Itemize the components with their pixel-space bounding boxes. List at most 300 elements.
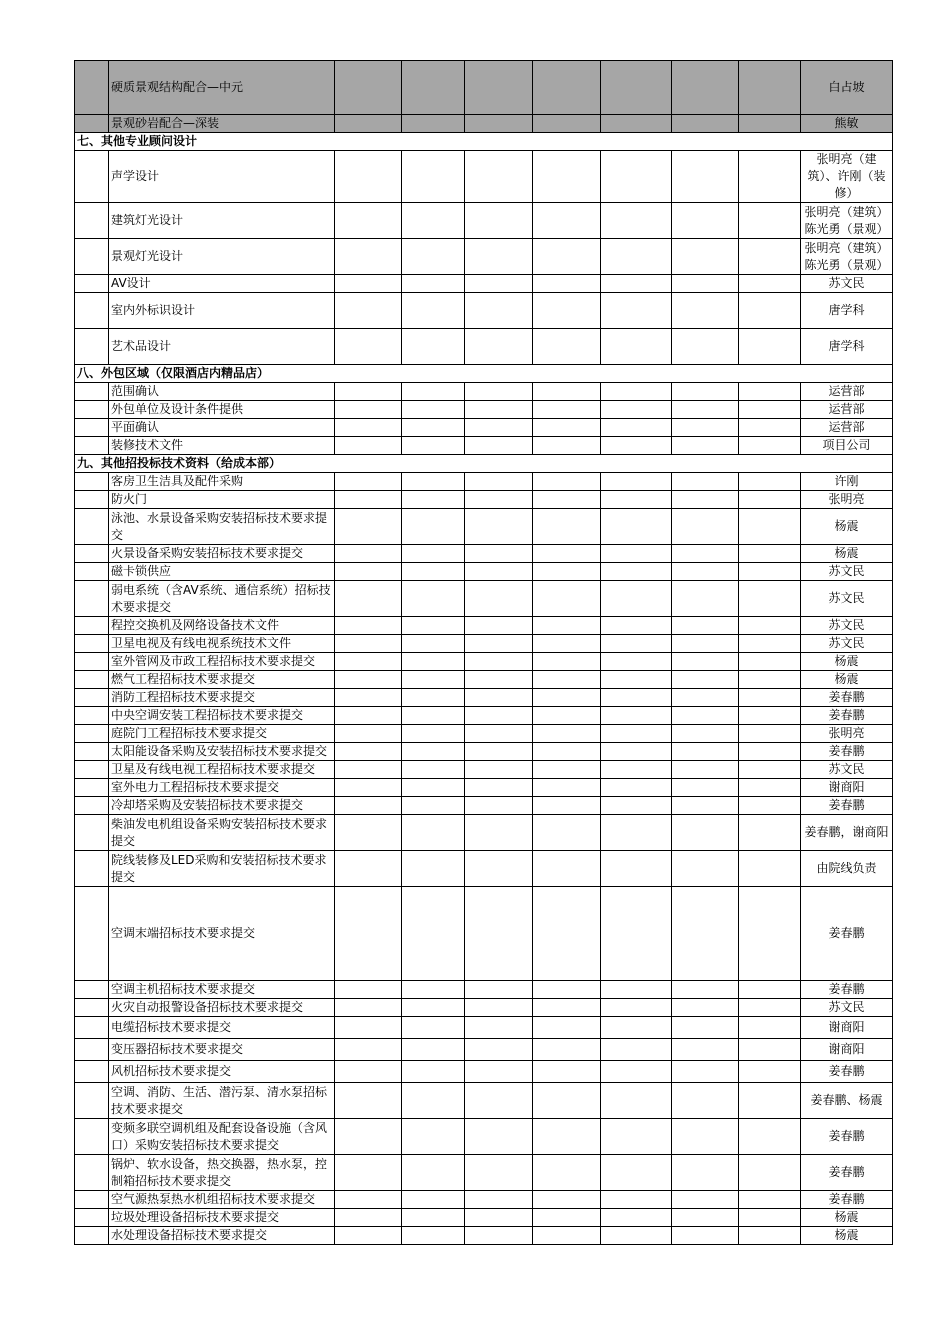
owner-cell: 姜春鹏 [801,797,893,815]
schedule-cell [601,473,672,491]
task-cell: 卫星电视及有线电视系统技术文件 [109,635,335,653]
schedule-cell [739,509,801,545]
schedule-cell [672,115,739,133]
schedule-cell [402,671,465,689]
schedule-cell [465,1227,533,1245]
schedule-cell [672,1083,739,1119]
index-cell [75,671,109,689]
schedule-cell [402,635,465,653]
owner-cell: 姜春鹏 [801,1155,893,1191]
schedule-cell [672,419,739,437]
owner-cell: 姜春鹏 [801,1119,893,1155]
schedule-cell [465,61,533,115]
index-cell [75,887,109,981]
schedule-cell [335,115,402,133]
owner-cell: 杨震 [801,1227,893,1245]
schedule-cell [335,1209,402,1227]
schedule-cell [672,1155,739,1191]
schedule-cell [601,1191,672,1209]
schedule-cell [335,1039,402,1061]
owner-cell: 运营部 [801,419,893,437]
schedule-cell [533,1039,601,1061]
schedule-cell [672,725,739,743]
schedule-cell [672,779,739,797]
schedule-cell [672,689,739,707]
schedule-cell [601,743,672,761]
schedule-cell [533,725,601,743]
schedule-cell [533,203,601,239]
schedule-cell [601,887,672,981]
schedule-cell [465,851,533,887]
schedule-cell [465,671,533,689]
schedule-cell [465,689,533,707]
schedule-cell [465,545,533,563]
schedule-cell [465,617,533,635]
schedule-cell [533,779,601,797]
schedule-cell [672,1061,739,1083]
schedule-cell [533,329,601,365]
owner-cell: 熊敏 [801,115,893,133]
schedule-cell [533,115,601,133]
schedule-cell [739,1227,801,1245]
table-row [75,887,893,981]
schedule-cell [739,851,801,887]
section-title: 七、其他专业顾问设计 [75,133,893,151]
schedule-cell [465,401,533,419]
schedule-cell [402,401,465,419]
schedule-cell [335,1083,402,1119]
table-row [75,419,893,437]
schedule-cell [402,689,465,707]
table-row [75,581,893,617]
schedule-cell [739,401,801,419]
table-row [75,707,893,725]
schedule-cell [533,509,601,545]
schedule-cell [402,617,465,635]
schedule-cell [533,671,601,689]
owner-cell: 杨震 [801,1209,893,1227]
table-row [75,61,893,115]
index-cell [75,635,109,653]
schedule-cell [601,401,672,419]
task-cell: 燃气工程招标技术要求提交 [109,671,335,689]
schedule-cell [465,761,533,779]
schedule-cell [402,761,465,779]
schedule-cell [601,491,672,509]
schedule-cell [601,61,672,115]
schedule-cell [533,563,601,581]
section-title: 八、外包区域（仅限酒店内精品店） [75,365,893,383]
task-cell: 弱电系统（含AV系统、通信系统）招标技术要求提交 [109,581,335,617]
schedule-cell [601,981,672,999]
schedule-cell [402,115,465,133]
schedule-cell [739,671,801,689]
schedule-cell [533,1119,601,1155]
owner-cell: 谢商阳 [801,1039,893,1061]
schedule-cell [465,779,533,797]
owner-cell: 白占坡 [801,61,893,115]
schedule-cell [402,707,465,725]
schedule-cell [335,743,402,761]
task-cell: 范围确认 [109,383,335,401]
schedule-cell [335,671,402,689]
schedule-cell [739,115,801,133]
schedule-cell [601,999,672,1017]
schedule-cell [601,1017,672,1039]
task-cell: 磁卡锁供应 [109,563,335,581]
index-cell [75,401,109,419]
table-row [75,851,893,887]
index-cell [75,509,109,545]
schedule-cell [335,981,402,999]
table-row [75,563,893,581]
task-cell: 硬质景观结构配合—中元 [109,61,335,115]
schedule-cell [465,491,533,509]
schedule-cell [601,545,672,563]
schedule-cell [672,761,739,779]
index-cell [75,563,109,581]
schedule-cell [739,1039,801,1061]
schedule-cell [402,815,465,851]
schedule-cell [465,725,533,743]
owner-cell: 姜春鹏、杨震 [801,1083,893,1119]
schedule-cell [601,563,672,581]
schedule-cell [402,1017,465,1039]
index-cell [75,1209,109,1227]
schedule-cell [739,419,801,437]
schedule-cell [601,1119,672,1155]
schedule-cell [672,509,739,545]
owner-cell: 姜春鹏 [801,689,893,707]
schedule-cell [465,293,533,329]
index-cell [75,203,109,239]
table-row [75,653,893,671]
schedule-cell [335,761,402,779]
schedule-cell [533,761,601,779]
schedule-cell [533,797,601,815]
table-row [75,1017,893,1039]
schedule-cell [601,725,672,743]
schedule-cell [739,203,801,239]
schedule-cell [465,115,533,133]
schedule-cell [335,203,402,239]
schedule-cell [533,815,601,851]
task-cell: 电缆招标技术要求提交 [109,1017,335,1039]
table-row [75,761,893,779]
table-row [75,545,893,563]
index-cell [75,797,109,815]
schedule-cell [335,707,402,725]
index-cell [75,689,109,707]
schedule-cell [335,61,402,115]
schedule-cell [465,151,533,203]
index-cell [75,851,109,887]
schedule-cell [533,581,601,617]
schedule-cell [739,1119,801,1155]
schedule-cell [739,239,801,275]
schedule-cell [533,617,601,635]
section-header-row [75,455,893,473]
schedule-cell [335,1061,402,1083]
schedule-cell [402,473,465,491]
task-cell: 太阳能设备采购及安装招标技术要求提交 [109,743,335,761]
index-cell [75,239,109,275]
table-row [75,1209,893,1227]
schedule-cell [335,779,402,797]
task-cell: 火灾自动报警设备招标技术要求提交 [109,999,335,1017]
index-cell [75,151,109,203]
schedule-cell [335,383,402,401]
schedule-cell [672,851,739,887]
table-row [75,815,893,851]
schedule-cell [335,1227,402,1245]
owner-cell: 张明亮（建筑）陈光勇（景观） [801,203,893,239]
schedule-cell [533,491,601,509]
schedule-cell [465,1119,533,1155]
owner-cell: 杨震 [801,545,893,563]
schedule-cell [739,473,801,491]
task-cell: 艺术品设计 [109,329,335,365]
schedule-cell [533,1017,601,1039]
schedule-cell [402,779,465,797]
schedule-cell [601,293,672,329]
schedule-cell [672,383,739,401]
schedule-cell [739,725,801,743]
owner-cell: 苏文民 [801,275,893,293]
schedule-cell [739,707,801,725]
schedule-cell [533,635,601,653]
schedule-cell [601,275,672,293]
schedule-cell [335,617,402,635]
schedule-cell [601,1061,672,1083]
schedule-cell [533,1227,601,1245]
schedule-cell [335,797,402,815]
owner-cell: 杨震 [801,671,893,689]
schedule-cell [672,203,739,239]
task-cell: 中央空调安装工程招标技术要求提交 [109,707,335,725]
schedule-cell [601,671,672,689]
table-row [75,1083,893,1119]
schedule-cell [402,1155,465,1191]
schedule-cell [672,293,739,329]
schedule-cell [739,999,801,1017]
index-cell [75,1017,109,1039]
schedule-cell [402,743,465,761]
schedule-cell [739,743,801,761]
schedule-cell [465,981,533,999]
schedule-cell [402,563,465,581]
schedule-cell [335,815,402,851]
task-cell: 变压器招标技术要求提交 [109,1039,335,1061]
schedule-cell [465,329,533,365]
schedule-cell [402,725,465,743]
schedule-cell [465,1017,533,1039]
owner-cell: 唐学科 [801,293,893,329]
table-row [75,999,893,1017]
schedule-cell [601,707,672,725]
schedule-cell [402,1061,465,1083]
schedule-cell [601,1227,672,1245]
task-cell: 防火门 [109,491,335,509]
schedule-cell [739,761,801,779]
schedule-cell [739,545,801,563]
task-cell: 风机招标技术要求提交 [109,1061,335,1083]
schedule-cell [402,491,465,509]
table-row [75,1155,893,1191]
schedule-cell [672,1119,739,1155]
schedule-cell [465,1039,533,1061]
schedule-cell [739,1209,801,1227]
schedule-cell [601,797,672,815]
schedule-cell [672,617,739,635]
schedule-cell [739,653,801,671]
schedule-cell [465,1083,533,1119]
index-cell [75,1155,109,1191]
schedule-cell [335,473,402,491]
schedule-cell [739,563,801,581]
table-row [75,437,893,455]
owner-cell: 姜春鹏 [801,1191,893,1209]
schedule-cell [672,1039,739,1061]
owner-cell: 谢商阳 [801,779,893,797]
schedule-cell [402,419,465,437]
index-cell [75,981,109,999]
schedule-cell [601,851,672,887]
schedule-cell [533,275,601,293]
schedule-cell [335,545,402,563]
schedule-cell [739,779,801,797]
owner-cell: 苏文民 [801,581,893,617]
schedule-cell [402,797,465,815]
schedule-cell [739,1155,801,1191]
schedule-cell [672,815,739,851]
task-cell: 变频多联空调机组及配套设备设施（含风口）采购安装招标技术要求提交 [109,1119,335,1155]
index-cell [75,617,109,635]
owner-cell: 杨震 [801,509,893,545]
index-cell [75,61,109,115]
schedule-cell [335,1155,402,1191]
schedule-cell [672,707,739,725]
index-cell [75,1191,109,1209]
schedule-cell [672,653,739,671]
schedule-cell [465,563,533,581]
schedule-cell [465,509,533,545]
task-cell: 室外电力工程招标技术要求提交 [109,779,335,797]
schedule-cell [601,419,672,437]
schedule-cell [402,1209,465,1227]
task-cell: 装修技术文件 [109,437,335,455]
schedule-cell [533,151,601,203]
schedule-cell [533,239,601,275]
task-cell: 庭院门工程招标技术要求提交 [109,725,335,743]
table-row [75,401,893,419]
schedule-cell [402,151,465,203]
index-cell [75,293,109,329]
schedule-cell [402,239,465,275]
schedule-cell [402,383,465,401]
schedule-cell [739,1191,801,1209]
task-cell: 空调主机招标技术要求提交 [109,981,335,999]
schedule-cell [533,1083,601,1119]
schedule-cell [402,1083,465,1119]
task-cell: 锅炉、软水设备，热交换器，热水泵，控制箱招标技术要求提交 [109,1155,335,1191]
schedule-cell [402,509,465,545]
task-cell: 院线装修及LED采购和安装招标技术要求提交 [109,851,335,887]
owner-cell: 张明亮（建筑）陈光勇（景观） [801,239,893,275]
task-cell: 景观砂岩配合—深装 [109,115,335,133]
table-row [75,329,893,365]
table-row [75,779,893,797]
schedule-cell [533,419,601,437]
schedule-cell [335,401,402,419]
schedule-cell [402,999,465,1017]
task-cell: 垃圾处理设备招标技术要求提交 [109,1209,335,1227]
index-cell [75,581,109,617]
index-cell [75,545,109,563]
index-cell [75,1119,109,1155]
task-cell: 柴油发电机组设备采购安装招标技术要求提交 [109,815,335,851]
table-row [75,689,893,707]
schedule-cell [601,151,672,203]
index-cell [75,1039,109,1061]
schedule-cell [601,203,672,239]
schedule-cell [533,383,601,401]
index-cell [75,779,109,797]
schedule-cell [739,981,801,999]
schedule-cell [533,887,601,981]
schedule-cell [672,545,739,563]
table-row [75,617,893,635]
schedule-cell [465,581,533,617]
schedule-cell [672,563,739,581]
schedule-cell [601,761,672,779]
index-cell [75,761,109,779]
schedule-cell [402,275,465,293]
schedule-cell [402,1191,465,1209]
schedule-cell [402,437,465,455]
schedule-cell [465,1061,533,1083]
schedule-cell [739,383,801,401]
schedule-cell [335,635,402,653]
table-row [75,473,893,491]
schedule-cell [739,1017,801,1039]
schedule-cell [601,635,672,653]
index-cell [75,815,109,851]
index-cell [75,473,109,491]
schedule-cell [739,887,801,981]
owner-cell: 苏文民 [801,999,893,1017]
schedule-cell [465,473,533,491]
schedule-cell [739,635,801,653]
index-cell [75,743,109,761]
schedule-cell [465,815,533,851]
index-cell [75,725,109,743]
task-cell: 水处理设备招标技术要求提交 [109,1227,335,1245]
schedule-cell [672,329,739,365]
table-row [75,725,893,743]
schedule-cell [739,61,801,115]
table-row [75,239,893,275]
schedule-cell [533,981,601,999]
schedule-cell [533,1191,601,1209]
schedule-cell [672,401,739,419]
task-cell: 空气源热泵热水机组招标技术要求提交 [109,1191,335,1209]
schedule-cell [335,419,402,437]
table-row [75,203,893,239]
schedule-cell [402,1227,465,1245]
schedule-cell [335,689,402,707]
schedule-cell [335,581,402,617]
